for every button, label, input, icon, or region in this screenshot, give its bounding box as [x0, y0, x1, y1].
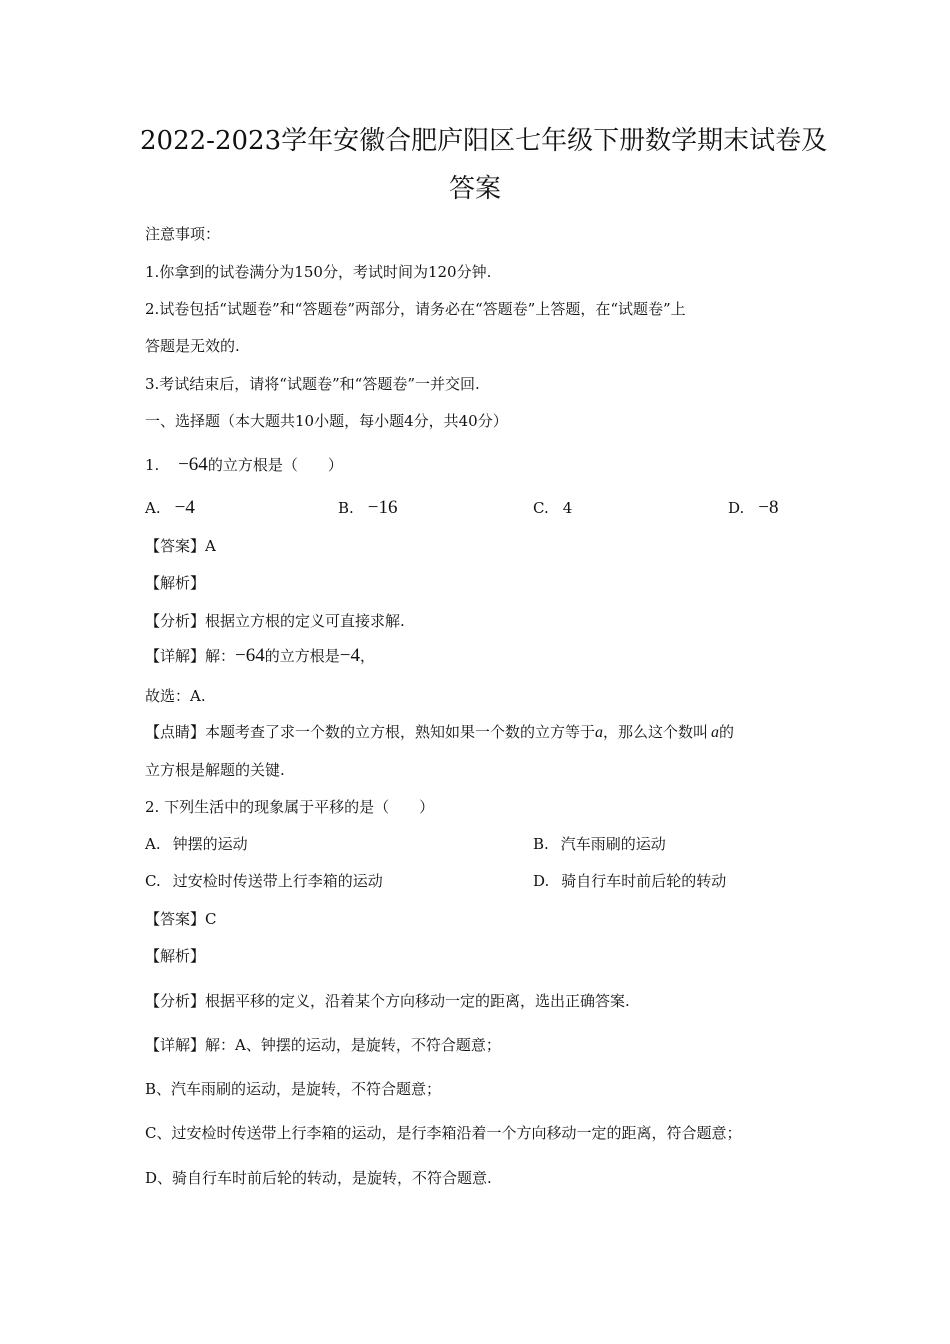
option-label: B. [533, 835, 549, 853]
question-1-dianjing-line-2: 立方根是解题的关键. [145, 761, 285, 779]
option-value: 过安检时传送带上行李箱的运动 [172, 872, 383, 890]
option-value: −16 [367, 497, 398, 518]
section-heading: 一、选择题（本大题共10小题，每小题4分，共40分） [145, 412, 508, 430]
dianjing-text: 本题考查了求一个数的立方根，熟知如果一个数的立方等于 [205, 723, 596, 741]
question-1-option-a [145, 498, 195, 518]
question-2-fenxi [145, 991, 630, 1011]
option-value: −8 [758, 497, 779, 518]
answer-tag: 【答案】 [145, 537, 206, 555]
dianjing-text: ，那么这个数叫 [603, 723, 709, 741]
option-value: 4 [562, 499, 573, 517]
question-1-option-c [533, 498, 572, 518]
option-value: 骑自行车时前后轮的转动 [561, 872, 727, 890]
question-2-answer [145, 909, 217, 929]
option-label: A. [145, 499, 161, 517]
question-1-fenxi [145, 611, 405, 631]
option-label: A. [145, 835, 161, 853]
question-1-dianjing [145, 722, 734, 743]
fenxi-text: 根据平移的定义，沿着某个方向移动一定的距离，选出正确答案. [205, 992, 630, 1010]
question-2-stem: 2. 下列生活中的现象属于平移的是（ ） [145, 798, 435, 816]
fenxi-text: 根据立方根的定义可直接求解. [205, 612, 405, 630]
question-1-option-b [338, 498, 398, 518]
question-2-option-a [145, 834, 248, 854]
option-value: −4 [174, 497, 195, 518]
option-label: C. [145, 872, 161, 890]
math-expression: −64 [235, 645, 265, 666]
question-2-option-d [533, 871, 726, 891]
question-2-detail-c: C、过安检时传送带上行李箱的运动，是行李箱沿着一个方向移动一定的距离，符合题意； [145, 1124, 742, 1142]
math-variable: a [595, 724, 604, 741]
option-label: C. [533, 499, 549, 517]
question-1-xiangjie [145, 646, 375, 666]
dianjing-tag: 【点睛】 [145, 723, 206, 741]
question-2-xiangjie [145, 1035, 501, 1055]
question-1-option-d [728, 498, 778, 518]
fenxi-tag: 【分析】 [145, 612, 206, 630]
document-title-line-2: 答案 [448, 174, 501, 204]
notice-heading: 注意事项： [145, 225, 221, 243]
notice-item-2-line-2: 答题是无效的. [145, 337, 240, 355]
question-number: 1. [145, 456, 160, 474]
notice-item-3: 3.考试结束后，请将“试题卷”和“答题卷”一并交回. [145, 375, 480, 393]
answer-value: C [205, 910, 217, 928]
math-expression: −64 [178, 454, 208, 475]
question-text: 的立方根是（ ） [207, 456, 343, 474]
question-2-detail-d: D、骑自行车时前后轮的转动，是旋转，不符合题意. [145, 1169, 492, 1187]
document-title-line-1: 2022-2023学年安徽合肥庐阳区七年级下册数学期末试卷及 [140, 126, 828, 156]
dianjing-text: 的 [719, 723, 735, 741]
question-1-jiexi: 【解析】 [145, 574, 206, 592]
xiangjie-text: ， [359, 647, 375, 665]
question-2-option-b [533, 834, 666, 854]
option-label: D. [728, 499, 745, 517]
question-1-answer [145, 536, 216, 556]
question-1-stem [145, 455, 343, 475]
xiangjie-text: 解：A、钟摆的运动，是旋转，不符合题意； [205, 1036, 501, 1054]
xiangjie-tag: 【详解】 [145, 647, 206, 665]
answer-tag: 【答案】 [145, 910, 206, 928]
option-label: B. [338, 499, 354, 517]
notice-item-1: 1.你拿到的试卷满分为150分，考试时间为120分钟. [145, 263, 492, 281]
question-1-choice: 故选：A. [145, 687, 206, 705]
math-variable: a [711, 724, 720, 741]
question-2-detail-b: B、汽车雨刷的运动，是旋转，不符合题意； [145, 1080, 442, 1098]
question-2-option-c [145, 871, 383, 891]
question-2-jiexi: 【解析】 [145, 947, 206, 965]
option-value: 汽车雨刷的运动 [560, 835, 666, 853]
option-value: 钟摆的运动 [172, 835, 248, 853]
answer-value: A [205, 537, 216, 555]
fenxi-tag: 【分析】 [145, 992, 206, 1010]
xiangjie-text: 解： [205, 647, 236, 665]
notice-item-2-line-1: 2.试卷包括“试题卷”和“答题卷”两部分，请务必在“答题卷”上答题，在“试题卷”上 [145, 300, 686, 318]
xiangjie-tag: 【详解】 [145, 1036, 206, 1054]
option-label: D. [533, 872, 550, 890]
math-expression: −4 [339, 645, 360, 666]
xiangjie-text: 的立方根是 [264, 647, 340, 665]
